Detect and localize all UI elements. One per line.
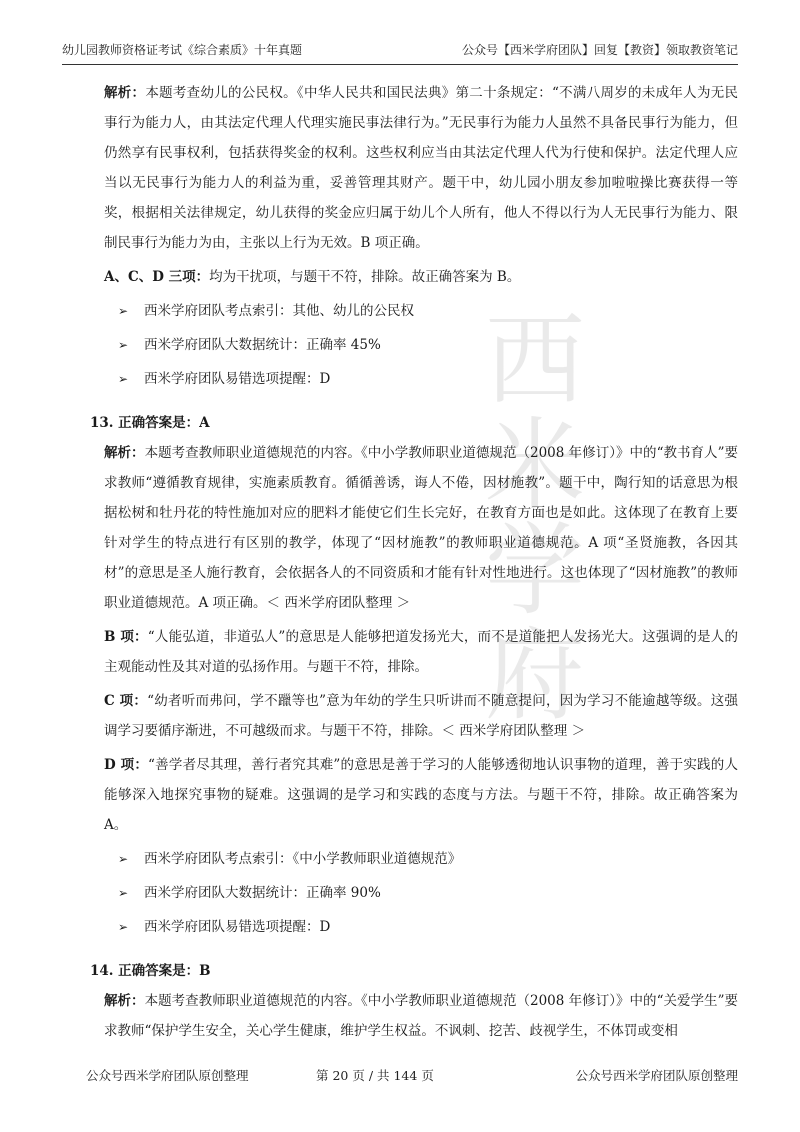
q12-analysis: [104, 78, 738, 258]
watermark-char-2: 米: [485, 407, 585, 524]
arrow-bullet-icon: ➢: [118, 920, 129, 934]
analysis-label: 解析：: [104, 85, 146, 101]
bullet-text: 西米学府团队易错选项提醒：D: [144, 371, 331, 387]
q13-option-c: [104, 686, 738, 746]
arrow-bullet-icon: ➢: [118, 338, 129, 352]
arrow-bullet-icon: ➢: [118, 852, 129, 866]
q14-analysis: [104, 986, 738, 1046]
bullet-text: 西米学府团队大数据统计：正确率 45%: [144, 337, 381, 353]
q14-heading: 14. 正确答案是：B: [90, 963, 211, 979]
page-header: [62, 36, 738, 65]
q13-analysis: [104, 438, 738, 618]
q12-bullet: [118, 364, 738, 394]
option-label: A、C、D 三项：: [104, 269, 210, 285]
footer-left-text: 公众号西米学府团队原创整理: [86, 1068, 249, 1083]
bullet-text: 西米学府团队考点索引：其他、幼儿的公民权: [144, 303, 414, 319]
analysis-text: 本题考查教师职业道德规范的内容。《中小学教师职业道德规范（2008 年修订）》中的“教书育人”要求教师“遵循教育规律，实施素质教育。循循善诱，诲人不倦，因材施教”。题干中，陶行知的话意思为根据松树和牡丹花的特性施加对应的肥料才能使它们生长完好，在教育方面也是如此。这体现了在教育上要针对学生的特点进行有区别的教学，体现了“因材施教”的教师职业道德规范。A 项“圣贤施教，各因其材”的意思是圣人施行教育，会依据各人的不同资质和才能有针对性地进行。这也体现了“因材施教”的教师职业道德规范。A 项正确。＜ 西米学府团队整理 ＞: [104, 445, 739, 611]
option-label: D 项：: [104, 757, 149, 773]
option-label: C 项：: [104, 693, 148, 709]
watermark-char-3: 学: [485, 512, 585, 629]
analysis-text: 本题考查幼儿的公民权。《中华人民共和国民法典》第二十条规定：“不满八周岁的未成年人为无民事行为能力人，由其法定代理人代理实施民事法律行为。”无民事行为能力人虽然不具备民事行为能力，但仍然享有民事权利，包括获得奖金的权利。这些权利应当由其法定代理人代为行使和保护。法定代理人应当以无民事行为能力人的利益为重，妥善管理其财产。题干中，幼儿园小朋友参加啦啦操比赛获得一等奖，根据相关法律规定，幼儿获得的奖金应归属于幼儿个人所有，他人不得以行为人无民事行为能力、限制民事行为能力为由，主张以上行为无效。B 项正确。: [104, 85, 739, 251]
watermark-char-4: 府: [485, 617, 585, 720]
option-text: “人能弘道，非道弘人”的意思是人能够把道发扬光大，而不是道能把人发扬光大。这强调的是人的主观能动性及其对道的弘扬作用。与题干不符，排除。: [104, 629, 738, 675]
header-right-text: 公众号【西米学府团队】回复【教资】领取教资笔记: [461, 43, 738, 57]
watermark-char-1: 西: [485, 302, 585, 419]
q13-heading: 13. 正确答案是：A: [90, 415, 210, 431]
q12-option-note: [104, 262, 738, 292]
option-label: B 项：: [104, 629, 148, 645]
option-text: “善学者尽其理，善行者究其难”的意思是善于学习的人能够透彻地认识事物的道理，善于实践的人能够深入地探究事物的疑难。这强调的是学习和实践的态度与方法。与题干不符，排除。故正确答案为 A。: [104, 757, 738, 833]
q12-bullet: [118, 296, 738, 326]
arrow-bullet-icon: ➢: [118, 304, 129, 318]
bullet-text: 西米学府团队大数据统计：正确率 90%: [144, 885, 381, 901]
arrow-bullet-icon: ➢: [118, 372, 129, 386]
bullet-text: 西米学府团队考点索引：《中小学教师职业道德规范》: [144, 851, 462, 867]
arrow-bullet-icon: ➢: [118, 886, 129, 900]
q13-option-d: [104, 750, 738, 840]
page-number: 第 20 页 / 共 144 页: [316, 1068, 434, 1083]
analysis-text: 本题考查教师职业道德规范的内容。《中小学教师职业道德规范（2008 年修订）》中的“关爱学生”要求教师“保护学生安全，关心学生健康，维护学生权益。不讽刺、挖苦、歧视学生，不体罚或变相: [104, 993, 739, 1039]
page-content: [90, 78, 739, 1046]
option-text: “幼者听而弗问，学不躐等也”意为年幼的学生只听讲而不随意提问，因为学习不能逾越等级。这强调学习要循序渐进，不可越级而求。与题干不符，排除。＜ 西米学府团队整理 ＞: [104, 693, 738, 739]
bullet-text: 西米学府团队易错选项提醒：D: [144, 919, 331, 935]
q13-option-b: [104, 622, 738, 682]
option-text: 均为干扰项，与题干不符，排除。故正确答案为 B。: [209, 269, 521, 285]
page-footer: [86, 1066, 738, 1090]
q13-bullet: [118, 844, 738, 874]
q13-bullet: [118, 912, 738, 942]
q12-bullet: [118, 330, 738, 360]
analysis-label: 解析：: [104, 445, 145, 461]
q13-bullet: [118, 878, 738, 908]
analysis-label: 解析：: [104, 993, 145, 1009]
footer-right-text: 公众号西米学府团队原创整理: [575, 1068, 738, 1083]
header-left-text: 幼儿园教师资格证考试《综合素质》十年真题: [62, 43, 303, 57]
